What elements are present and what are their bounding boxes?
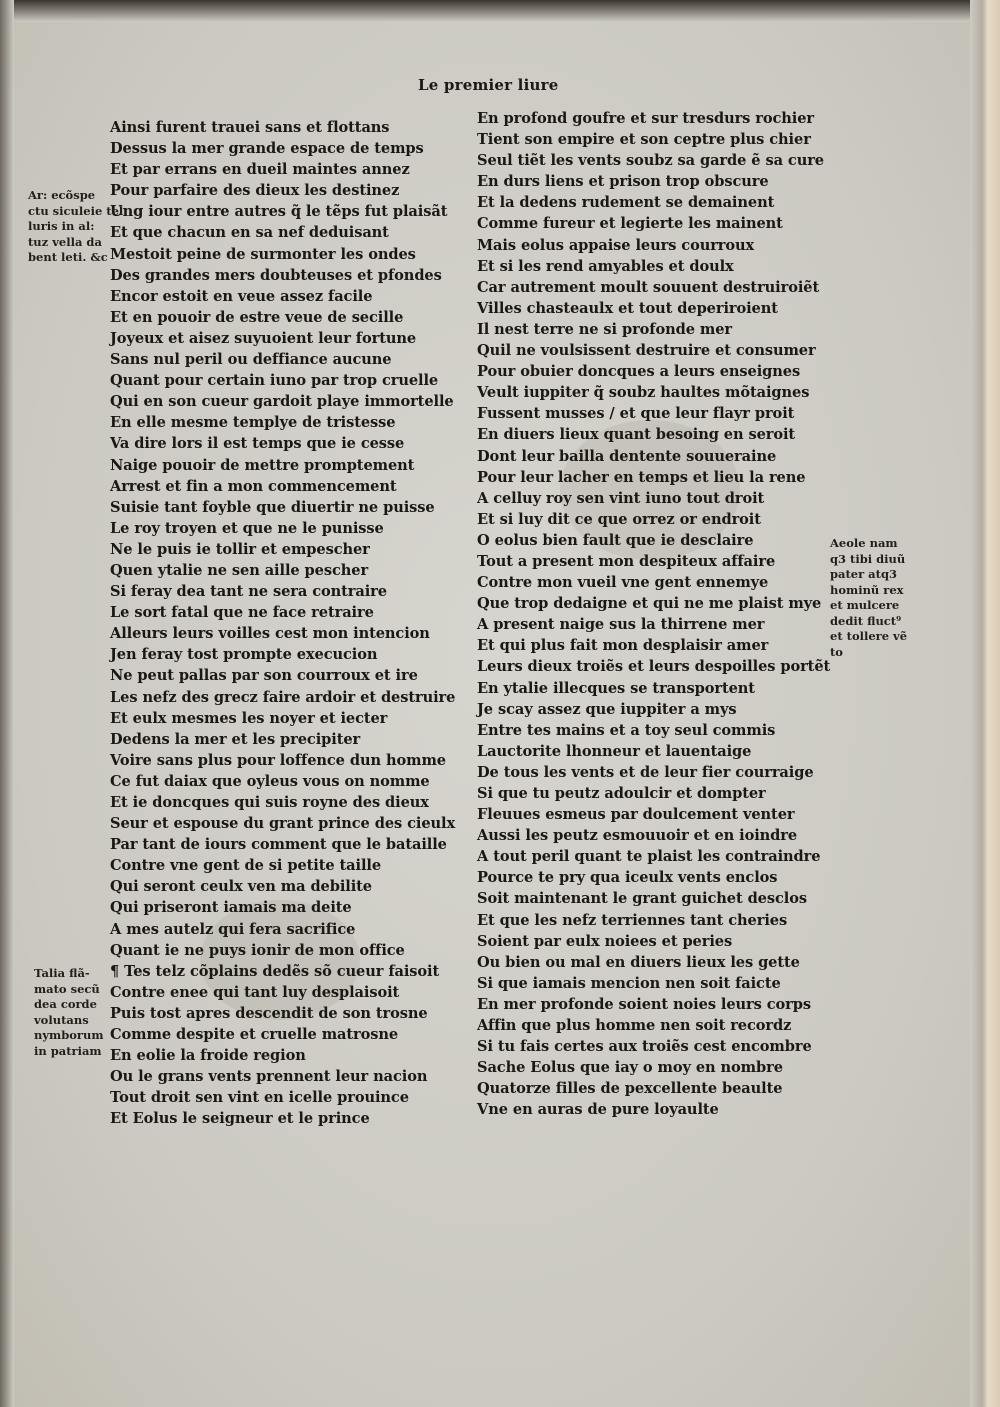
verse-line: Comme fureur et legierte les mainent [477, 215, 783, 233]
verse-line: Et si les rend amyables et doulx [477, 257, 734, 275]
verse-line: Et eulx mesmes les noyer et iecter [110, 709, 388, 727]
verse-line: Quen ytalie ne sen aille pescher [110, 561, 369, 579]
gloss-line: luris in al: [28, 219, 95, 233]
verse-line: Pour parfaire des dieux les destinez [110, 182, 400, 200]
verse-line: Si que iamais mencion nen soit faicte [477, 974, 781, 992]
gloss-line: q3 tibi diuũ [830, 551, 906, 566]
verse-line: A mes autelz qui fera sacrifice [110, 920, 356, 938]
verse-line: Si que tu peutz adoulcir et dompter [477, 785, 766, 802]
verse-line: Tient son empire et son ceptre plus chier [477, 131, 811, 149]
verse-line: En diuers lieux quant besoing en seroit [477, 426, 796, 444]
verse-line: Puis tost apres descendit de son trosne [110, 1004, 428, 1022]
verse-line: Naige pouoir de mettre promptement [110, 456, 415, 474]
verse-line: Et si luy dit ce que orrez or endroit [477, 510, 761, 528]
verse-line: En mer profonde soient noies leurs corps [477, 995, 811, 1013]
verse-line: Si tu fais certes aux troiẽs cest encombre [477, 1038, 812, 1056]
gloss-line: dedit fluct⁹ [830, 613, 902, 628]
book-gutter [970, 0, 1000, 1407]
verse-line: Veult iuppiter q̃ soubz haultes mõtaignes [477, 384, 810, 402]
verse-line: Je scay assez que iuppiter a mys [477, 700, 737, 718]
verse-line: En profond goufre et sur tresdurs rochier [477, 110, 815, 127]
verse-line: Le sort fatal que ne face retraire [110, 604, 374, 622]
verse-line: Pource te pry qua iceulx vents enclos [477, 869, 778, 887]
running-head: Le premier liure [418, 76, 559, 94]
verse-line: Villes chasteaulx et tout deperiroient [477, 299, 778, 317]
scan-top-shadow [0, 0, 1000, 22]
verse-line: A present naige sus la thirrene mer [477, 616, 765, 634]
verse-line: Qui priseront iamais ma deite [110, 899, 352, 917]
verse-line: Aussi les peutz esmouuoir et en ioindre [477, 827, 798, 845]
verse-line: En eolie la froide region [110, 1047, 306, 1065]
verse-line: Des grandes mers doubteuses et pfondes [110, 266, 442, 284]
verse-line: Et ie doncques qui suis royne des dieux [110, 794, 429, 811]
verse-line: Affin que plus homme nen soit recordz [477, 1017, 792, 1035]
verse-line: Ne le puis ie tollir et empescher [110, 540, 370, 558]
verse-line: Tout a present mon despiteux affaire [477, 552, 776, 570]
verse-line: Pour leur lacher en temps et lieu la rene [477, 468, 806, 486]
gloss-line: nymborum [34, 1028, 104, 1042]
gloss-line: bent leti. &c [28, 250, 108, 264]
verse-line: Mais eolus appaise leurs courroux [477, 236, 755, 254]
verse-line: Ou le grans vents prennent leur nacion [110, 1068, 428, 1086]
verse-line: Contre mon vueil vne gent ennemye [477, 574, 769, 592]
verse-line: Alleurs leurs voilles cest mon intencion [110, 625, 430, 643]
verse-line: En elle mesme templye de tristesse [110, 414, 396, 432]
verse-line: ¶ Tes telz cõplains dedẽs sõ cueur faisoit [110, 962, 440, 980]
verse-line: Voire sans plus pour loffence dun homme [110, 751, 446, 769]
left-text-column [110, 117, 460, 1130]
gloss-line: Aeole nam [830, 536, 898, 550]
verse-line: Et qui plus fait mon desplaisir amer [477, 637, 769, 655]
verse-line: Que trop dedaigne et qui ne me plaist mye [477, 595, 822, 613]
verse-line: De tous les vents et de leur fier courraige [477, 763, 814, 781]
verse-line: O eolus bien fault que ie desclaire [477, 531, 754, 549]
verse-line: Il nest terre ne si profonde mer [477, 320, 733, 338]
gloss-line: volutans [34, 1012, 89, 1027]
verse-line: Contre vne gent de si petite taille [110, 857, 382, 875]
verse-line: Car autrement moult souuent destruiroiẽt [477, 278, 820, 296]
scan-left-shadow [0, 0, 14, 1407]
gloss-line: ctu siculeie tel [28, 203, 124, 218]
verse-line: Sans nul peril ou deffiance aucune [110, 351, 392, 369]
verse-line: Encor estoit en veue assez facile [110, 287, 373, 305]
verse-line: Et par errans en dueil maintes annez [110, 161, 410, 179]
gloss-line: mato secũ [34, 981, 100, 996]
verse-line: Et que les nefz terriennes tant cheries [477, 911, 788, 929]
verse-line: Tout droit sen vint en icelle prouince [110, 1089, 409, 1107]
verse-line: Dedens la mer et les precipiter [110, 730, 361, 748]
verse-line: Ainsi furent trauei sans et flottans [110, 119, 390, 136]
verse-line: A celluy roy sen vint iuno tout droit [477, 489, 765, 507]
verse-line: Soit maintenant le grant guichet desclos [477, 890, 807, 908]
gloss-line: in patriam [34, 1043, 102, 1058]
verse-line: Arrest et fin a mon commencement [110, 477, 397, 495]
verse-line: Et que chacun en sa nef deduisant [110, 224, 389, 242]
verse-line: Sache Eolus que iay o moy en nombre [477, 1059, 783, 1077]
verse-line: Et la dedens rudement se demainent [477, 194, 775, 212]
verse-line: Quant pour certain iuno par trop cruelle [110, 372, 439, 390]
verse-line: Seur et espouse du grant prince des cieulx [110, 815, 456, 833]
verse-line: Et en pouoir de estre veue de secille [110, 308, 404, 326]
verse-line: Entre tes mains et a toy seul commis [477, 721, 776, 739]
verse-line: Fleuues esmeus par doulcement venter [477, 806, 795, 824]
gloss-line: Talia flã- [34, 966, 90, 980]
gloss-line: hominũ rex [830, 582, 904, 597]
gloss-line: et mulcere [830, 598, 900, 612]
verse-line: Pour obuier doncques a leurs enseignes [477, 363, 801, 381]
verse-line: Seul tiẽt les vents soubz sa garde ẽ sa cure [477, 152, 824, 170]
verse-line: Dont leur bailla dentente souueraine [477, 447, 777, 465]
verse-line: A tout peril quant te plaist les contraindre [477, 848, 821, 866]
verse-line: Le roy troyen et que ne le punisse [110, 519, 384, 537]
verse-line: Jen feray tost prompte execucion [110, 646, 378, 664]
verse-line: Quant ie ne puys ionir de mon office [110, 941, 405, 959]
gloss-line: dea corde [34, 997, 97, 1011]
verse-line: Comme despite et cruelle matrosne [110, 1026, 399, 1044]
verse-line: En durs liens et prison trop obscure [477, 173, 769, 191]
margin-gloss-left-bottom [34, 966, 104, 1059]
verse-line: Suisie tant foyble que diuertir ne puisse [110, 498, 435, 516]
margin-gloss-left-top [28, 188, 123, 266]
verse-line: Fussent musses / et que leur flayr proit [477, 405, 795, 423]
verse-line: Va dire lors il est temps que ie cesse [110, 435, 405, 453]
verse-line: Vne en auras de pure loyaulte [477, 1101, 719, 1119]
verse-line: Lauctorite lhonneur et lauentaige [477, 742, 752, 760]
verse-line: Qui en son cueur gardoit playe immortelle [110, 393, 454, 411]
verse-line: Et Eolus le seigneur et le prince [110, 1110, 370, 1128]
gloss-line: tuz vella da [28, 234, 102, 249]
right-text-column [477, 108, 831, 1121]
gloss-line: Ar: ecõspe [28, 188, 96, 202]
verse-line: Quil ne voulsissent destruire et consumer [477, 342, 816, 360]
gloss-line: to [830, 644, 843, 659]
verse-line: Si feray dea tant ne sera contraire [110, 583, 387, 601]
gloss-line: et tollere vẽ [830, 629, 908, 643]
verse-line: Joyeux et aisez suyuoient leur fortune [110, 329, 417, 347]
verse-line: Mestoit peine de surmonter les ondes [110, 245, 416, 263]
verse-line: Par tant de iours comment que le bataille [110, 836, 447, 854]
verse-line: Dessus la mer grande espace de temps [110, 140, 424, 158]
verse-line: Ce fut daiax que oyleus vous on nomme [110, 772, 430, 790]
verse-line: Soient par eulx noiees et peries [477, 932, 733, 950]
verse-line: Quatorze filles de pexcellente beaulte [477, 1080, 783, 1098]
margin-gloss-right [830, 536, 907, 660]
verse-line: Ne peut pallas par son courroux et ire [110, 667, 418, 685]
verse-line: Ou bien ou mal en diuers lieux les gette [477, 953, 800, 971]
verse-line: Ung iour entre autres q̃ le tẽps fut plaisãt [110, 203, 448, 221]
gloss-line: pater atq3 [830, 567, 897, 581]
verse-line: Contre enee qui tant luy desplaisoit [110, 983, 400, 1001]
verse-line: Les nefz des grecz faire ardoir et destruire [110, 688, 456, 706]
verse-line: Qui seront ceulx ven ma debilite [110, 878, 372, 896]
verse-line: En ytalie illecques se transportent [477, 679, 755, 697]
verse-line: Leurs dieux troiẽs et leurs despoilles portẽt [477, 658, 831, 676]
